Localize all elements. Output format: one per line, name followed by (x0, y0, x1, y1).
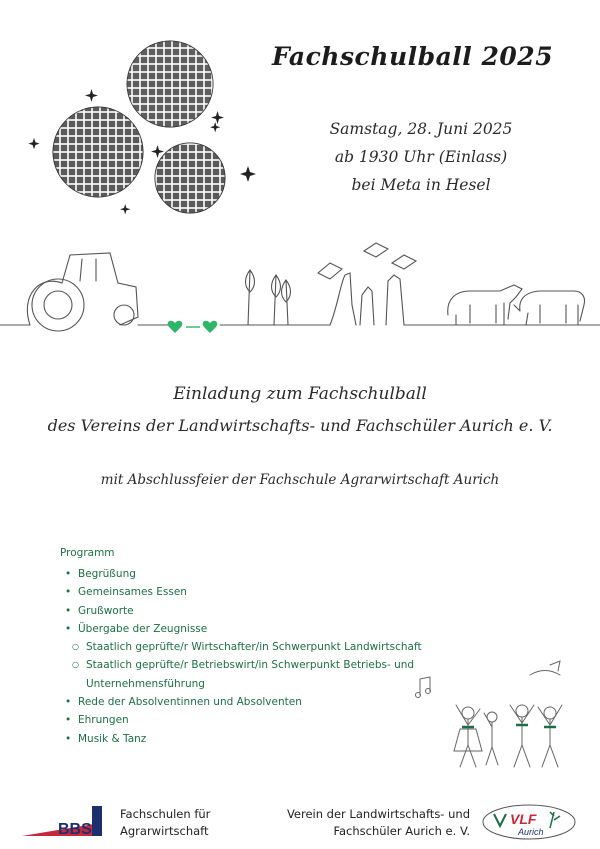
disco-balls-illustration (20, 40, 270, 225)
program-list (60, 565, 422, 638)
program-item: • Rede der Absolventinnen und Absolventen (78, 693, 422, 711)
invitation-heading: Einladung zum Fachschulball (173, 384, 427, 404)
program-sublist (60, 638, 422, 693)
event-time: ab 1930 Uhr (Einlass) (334, 148, 508, 166)
footer-right-line2: Fachschüler Aurich e. V. (333, 824, 470, 838)
vlf-logo-subtext: Aurich (518, 827, 544, 837)
footer-right-line1: Verein der Landwirtschafts- und (286, 807, 470, 821)
dancing-people-illustration (410, 655, 580, 775)
cows-drawing (448, 285, 522, 325)
program-item: • Begrüßung (78, 565, 422, 583)
invitation-club-name: des Vereins der Landwirtschafts- und Fachschüler Aurich e. V. (47, 416, 553, 435)
vlf-logo-text: VLF (510, 811, 537, 827)
bbs-logo (22, 804, 104, 840)
event-venue: bei Meta in Hesel (351, 176, 491, 194)
footer-left-line1: Fachschulen für (120, 807, 211, 821)
program-item: • Ehrungen (78, 711, 422, 729)
footer-school-name (120, 806, 210, 840)
footer-left-line2: Agrarwirtschaft (120, 824, 209, 838)
program-heading: Programm (60, 547, 115, 559)
footer-club-name (270, 806, 470, 840)
invitation-graduation-note: mit Abschlussfeier der Fachschule Agrarwirtschaft Aurich (100, 472, 500, 488)
program-subitem-continuation: Unternehmensführung (86, 677, 205, 690)
program-subitem: ○ Staatlich geprüfte/r Wirtschafter/in Schwerpunkt Landwirtschaft (86, 638, 422, 656)
program-list-continued (60, 693, 422, 748)
program-item: • Gemeinsames Essen (78, 583, 422, 601)
program-subitem: ○ Staatlich geprüfte/r Betriebswirt/in Schwerpunkt Betriebs- und (86, 656, 422, 674)
program-item: • Übergabe der Zeugnisse (78, 620, 422, 638)
event-date: Samstag, 28. Juni 2025 (329, 120, 513, 138)
program-item: • Musik & Tanz (78, 730, 422, 748)
program-section (60, 547, 422, 748)
graduation-hands-drawing (320, 273, 404, 325)
event-title: Fachschulball 2025 (272, 42, 554, 71)
farm-line-art (0, 235, 600, 345)
bbs-logo-text: BBS (58, 821, 92, 838)
program-item: • Grußworte (78, 602, 422, 620)
vlf-logo (480, 802, 578, 842)
music-note-icon (420, 677, 430, 695)
